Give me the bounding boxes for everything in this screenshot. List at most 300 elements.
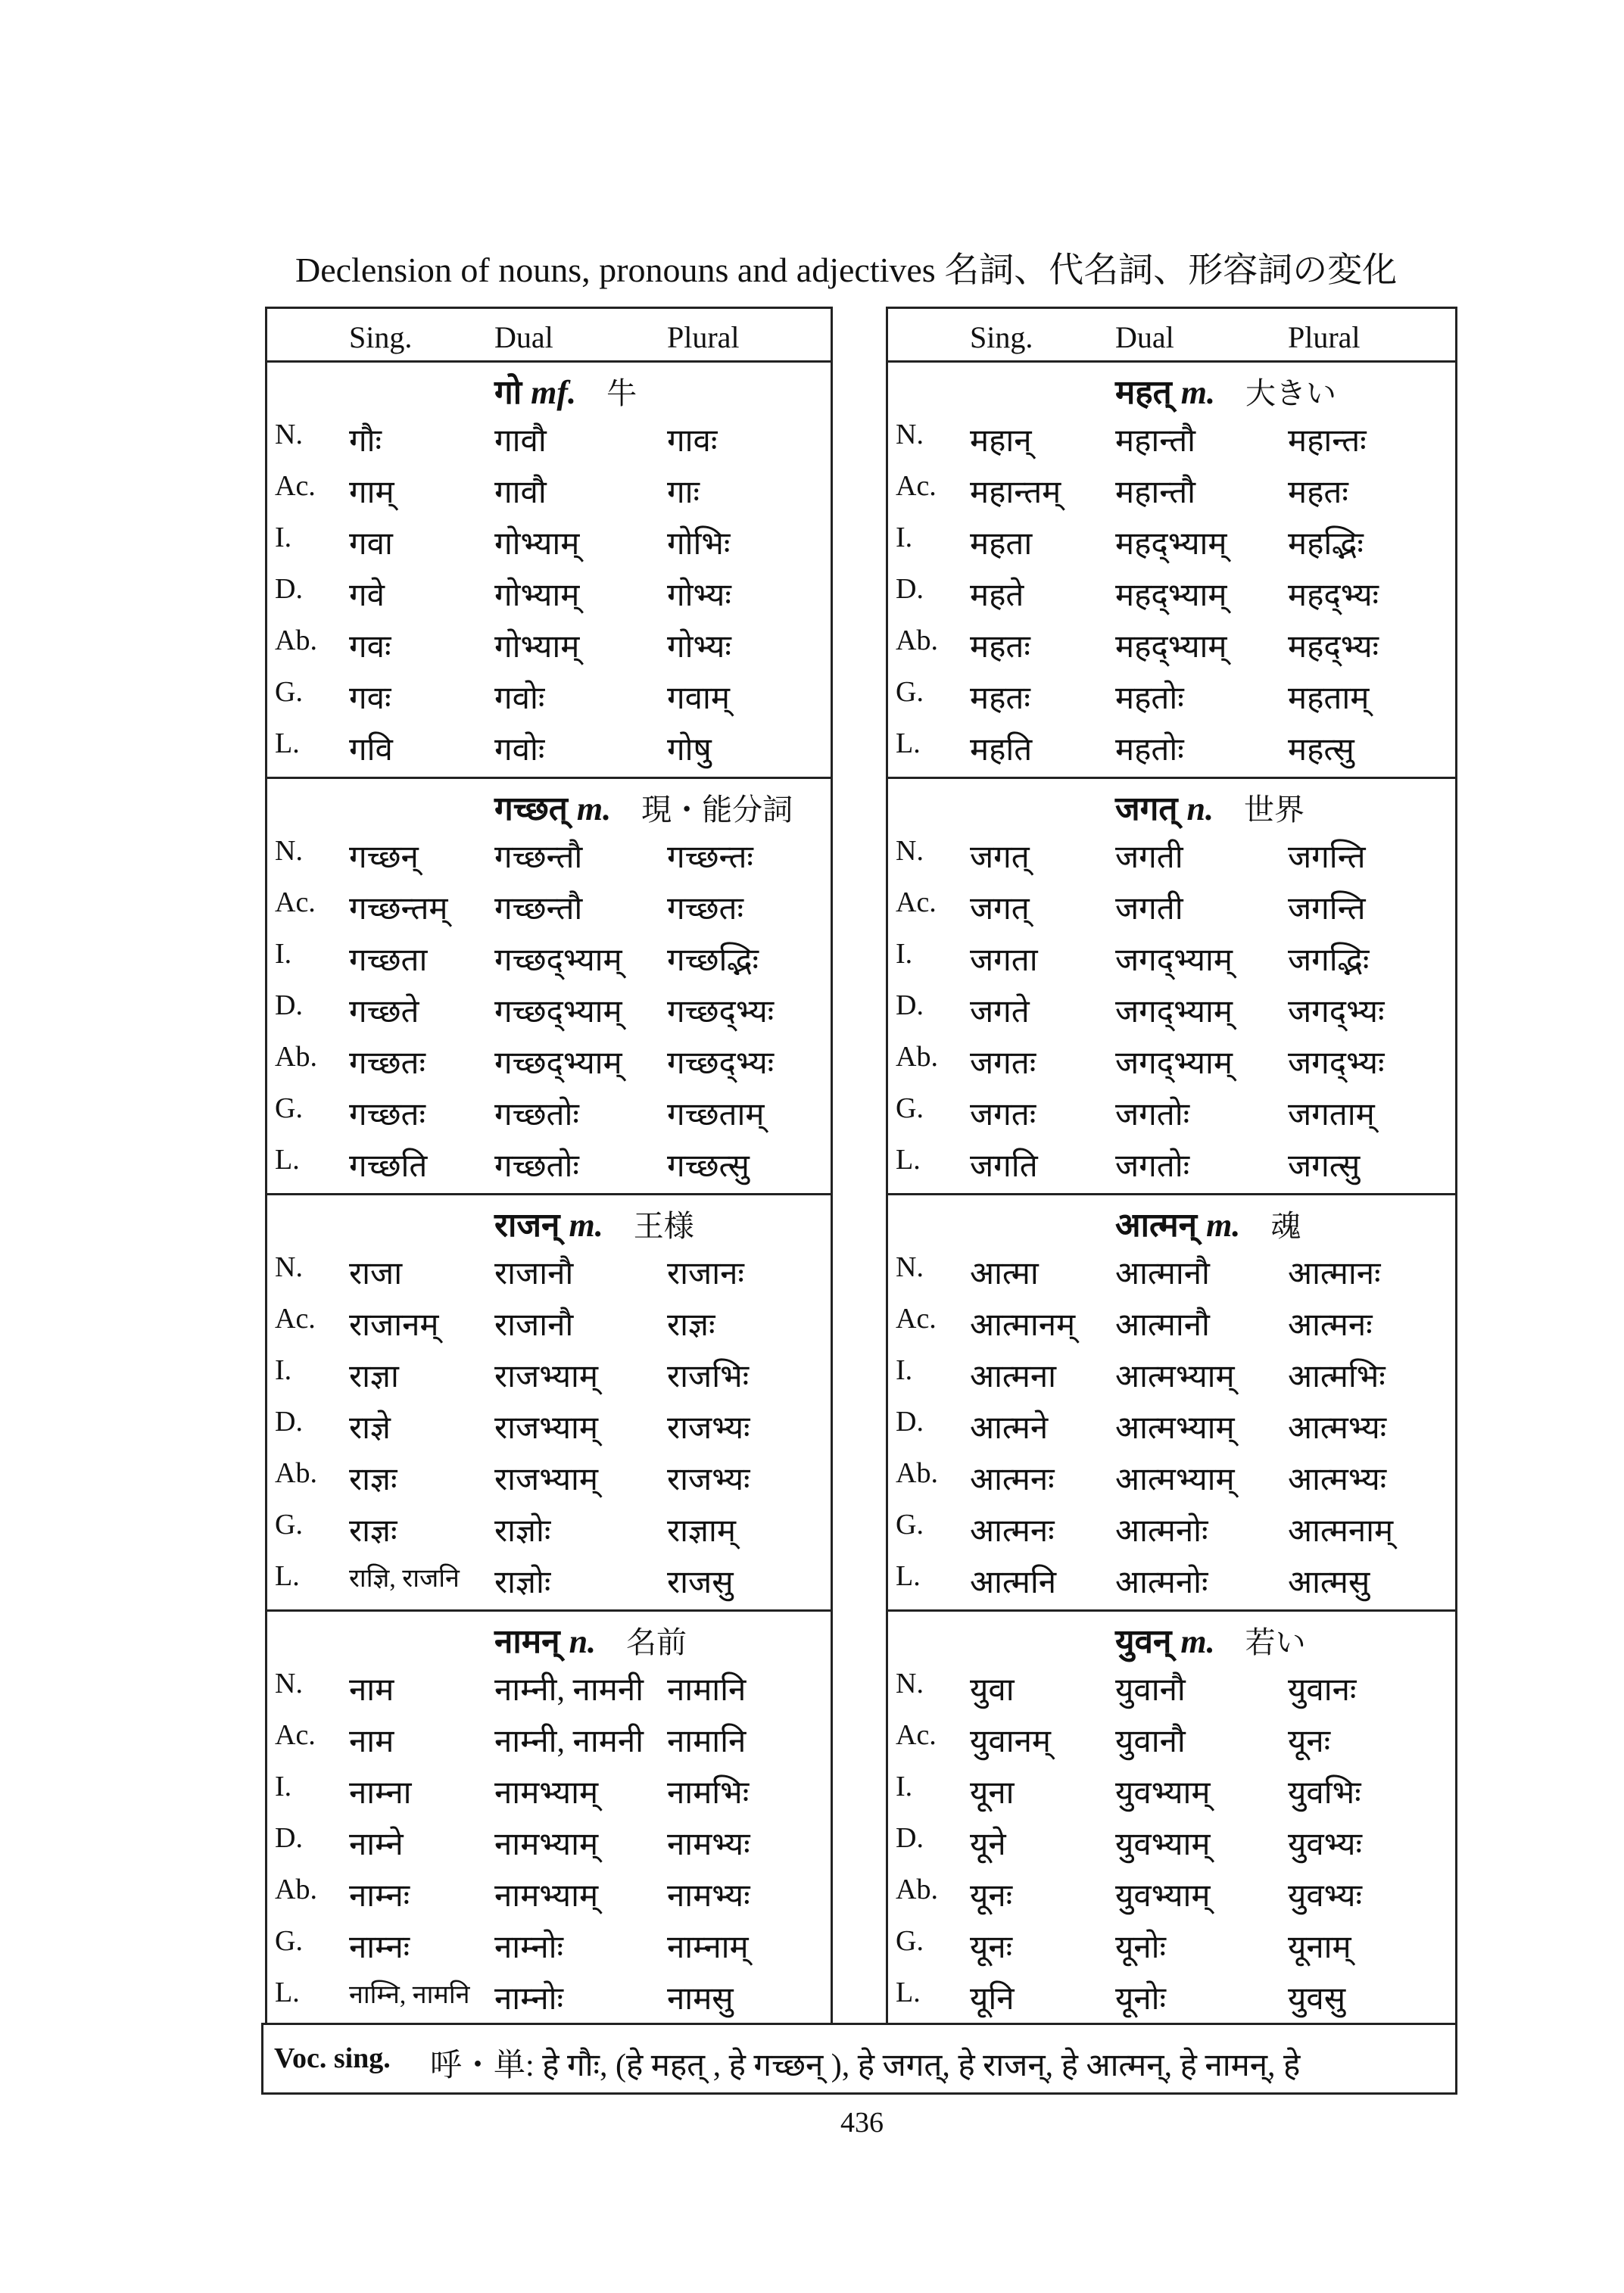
singular-form: जगतः (970, 1046, 1036, 1081)
header-sing: Sing. (970, 320, 1033, 354)
japanese-gloss: 現・能分詞 (641, 793, 793, 827)
plural-form: महद्भ्यः (1288, 578, 1379, 613)
table-row (267, 1555, 831, 1606)
table-row (267, 1817, 831, 1868)
table-row (267, 1503, 831, 1555)
table-row (267, 619, 831, 671)
table-row (267, 984, 831, 1036)
declension-section (267, 360, 831, 779)
singular-form: महता (970, 527, 1033, 562)
table-row (888, 413, 1455, 465)
singular-form: जगत् (970, 892, 1030, 927)
case-label: Ac. (896, 1303, 937, 1335)
case-label: G. (896, 1925, 924, 1957)
dual-form: जगती (1115, 840, 1183, 875)
dual-form: जगतोः (1115, 1149, 1190, 1184)
case-label: Ac. (275, 886, 316, 918)
table-row (888, 1452, 1455, 1503)
dual-form: नाम्नी, नामनी (494, 1724, 644, 1759)
gender-label: m. (569, 1207, 603, 1244)
left-declension-table (265, 307, 833, 2025)
singular-form: गच्छता (349, 943, 428, 978)
case-label: Ac. (275, 1719, 316, 1751)
plural-form: गच्छताम् (667, 1098, 765, 1132)
column-headers (888, 309, 1455, 363)
declension-section (267, 1193, 831, 1612)
table-row (267, 1139, 831, 1190)
table-row (267, 1714, 831, 1765)
declension-section (888, 360, 1455, 779)
stem-word: महत् (1115, 374, 1172, 411)
case-label: I. (275, 938, 292, 970)
case-label: I. (896, 522, 913, 553)
plural-form: नाम्नाम् (667, 1930, 749, 1965)
case-label: L. (275, 1144, 300, 1176)
plural-form: गच्छत्सु (667, 1149, 750, 1184)
case-label: I. (275, 1771, 292, 1802)
plural-form: महत्सु (1288, 733, 1354, 768)
singular-form: गवे (349, 578, 385, 613)
table-row (888, 568, 1455, 619)
dual-form: नामभ्याम् (494, 1827, 599, 1862)
case-label: Ab. (275, 1041, 317, 1073)
dual-form: महतोः (1115, 681, 1184, 716)
singular-form: युवा (970, 1673, 1015, 1708)
table-row (888, 1555, 1455, 1606)
singular-form: यूने (970, 1827, 1006, 1862)
dual-form: युवभ्याम् (1115, 1879, 1211, 1914)
case-label: I. (275, 522, 292, 553)
dual-form: जगद्भ्याम् (1115, 1046, 1233, 1081)
case-label: D. (275, 573, 303, 605)
table-row (888, 1246, 1455, 1298)
gender-label: m. (1180, 374, 1215, 411)
plural-form: राज्ञः (667, 1308, 715, 1343)
case-label: D. (275, 989, 303, 1021)
singular-form: गवि (349, 733, 393, 768)
singular-form: आत्मनि (970, 1566, 1057, 1600)
dual-form: गोभ्याम् (494, 527, 580, 562)
japanese-gloss: 牛 (606, 376, 637, 410)
section-heading (494, 368, 637, 413)
singular-form: गवा (349, 527, 393, 562)
case-label: G. (275, 1925, 303, 1957)
table-row (267, 1400, 831, 1452)
plural-form: आत्मभ्यः (1288, 1411, 1387, 1446)
plural-form: राजभिः (667, 1360, 750, 1394)
singular-form: राजानम् (349, 1308, 439, 1343)
singular-form: गवः (349, 630, 391, 665)
table-row (888, 1868, 1455, 1920)
table-row (888, 881, 1455, 933)
singular-form: नाम्नः (349, 1879, 410, 1914)
gender-label: m. (1180, 1623, 1215, 1660)
dual-form: गावौ (494, 424, 547, 459)
dual-form: महान्तौ (1115, 424, 1196, 459)
singular-form: आत्मने (970, 1411, 1049, 1446)
table-row (888, 1139, 1455, 1190)
table-row (267, 516, 831, 568)
dual-form: नामभ्याम् (494, 1776, 599, 1811)
dual-form: यूनोः (1115, 1930, 1167, 1965)
dual-form: गोभ्याम् (494, 578, 580, 613)
table-row (888, 1971, 1455, 2023)
table-row (888, 1662, 1455, 1714)
singular-form: यूनः (970, 1930, 1013, 1965)
plural-form: यूनः (1288, 1724, 1331, 1759)
plural-form: आत्मनाम् (1288, 1514, 1394, 1549)
stem-word: आत्मन् (1115, 1207, 1198, 1244)
singular-form: महति (970, 733, 1033, 768)
dual-form: राजभ्याम् (494, 1411, 599, 1446)
singular-form: जगता (970, 943, 1038, 978)
japanese-gloss: 若い (1245, 1625, 1306, 1659)
case-label: Ac. (896, 886, 937, 918)
plural-form: नामभ्यः (667, 1827, 750, 1862)
vocative-forms: 呼・単: हे गौः, (हे महत् , हे गच्छन् ), हे जगत्, हे राजन्, हे आत्मन्, हे नामन्, हे (430, 2048, 1301, 2083)
table-row (888, 722, 1455, 774)
dual-form: गच्छन्तौ (494, 840, 583, 875)
header-dual: Dual (1115, 320, 1174, 354)
section-heading (494, 1201, 694, 1246)
plural-form: गोषु (667, 733, 712, 768)
japanese-gloss: 魂 (1270, 1209, 1301, 1243)
dual-form: राजभ्याम् (494, 1463, 599, 1497)
page-title: Declension of nouns, pronouns and adjectives 名詞、代名詞、形容詞の変化 (295, 251, 1398, 289)
singular-form: गच्छतः (349, 1046, 425, 1081)
singular-form: गाम् (349, 475, 394, 510)
plural-form: राज्ञाम् (667, 1514, 736, 1549)
singular-form: आत्मना (970, 1360, 1057, 1394)
gender-label: mf. (531, 374, 577, 411)
gender-label: n. (569, 1623, 597, 1660)
singular-form: गौः (349, 424, 382, 459)
dual-form: राज्ञोः (494, 1566, 551, 1600)
singular-form: जगते (970, 995, 1030, 1030)
dual-form: राजभ्याम् (494, 1360, 599, 1394)
plural-form: युवभ्यः (1288, 1879, 1363, 1914)
plural-form: जगताम् (1288, 1098, 1375, 1132)
japanese-gloss: 名前 (626, 1625, 687, 1659)
header-plural: Plural (667, 320, 740, 354)
singular-form: गच्छतः (349, 1098, 425, 1132)
plural-form: नामसु (667, 1982, 734, 2017)
case-label: G. (275, 1509, 303, 1541)
plural-form: युवभ्यः (1288, 1827, 1363, 1862)
case-label: G. (896, 1509, 924, 1541)
case-label: N. (896, 835, 924, 867)
dual-form: जगद्भ्याम् (1115, 943, 1233, 978)
dual-form: आत्मानौ (1115, 1257, 1210, 1291)
case-label: N. (275, 835, 303, 867)
section-heading (494, 784, 793, 830)
singular-form: राज्ञे (349, 1411, 391, 1446)
stem-word: युवन् (1115, 1623, 1172, 1660)
plural-form: नामभिः (667, 1776, 750, 1811)
vocative-singular-row (261, 2023, 1457, 2095)
right-declension-table (886, 307, 1457, 2025)
plural-form: महान्तः (1288, 424, 1367, 459)
gender-label: m. (576, 790, 612, 827)
table-row (267, 830, 831, 881)
table-row (888, 1920, 1455, 1971)
singular-form: गवः (349, 681, 391, 716)
case-label: L. (896, 1560, 921, 1592)
plural-form: आत्मभिः (1288, 1360, 1386, 1394)
dual-form: नामभ्याम् (494, 1879, 599, 1914)
dual-form: नाम्नोः (494, 1930, 564, 1965)
case-label: G. (896, 676, 924, 708)
plural-form: गच्छद्भ्यः (667, 995, 775, 1030)
case-label: L. (896, 1144, 921, 1176)
declension-section (267, 777, 831, 1195)
case-label: Ab. (275, 625, 317, 656)
case-label: Ac. (896, 470, 937, 502)
dual-form: महतोः (1115, 733, 1184, 768)
singular-form: जगतः (970, 1098, 1036, 1132)
dual-form: युवभ्याम् (1115, 1776, 1211, 1811)
case-label: N. (896, 1668, 924, 1699)
plural-form: गच्छतः (667, 892, 743, 927)
dual-form: राज्ञोः (494, 1514, 551, 1549)
dual-form: महद्भ्याम् (1115, 527, 1227, 562)
table-row (267, 568, 831, 619)
table-row (888, 1400, 1455, 1452)
dual-form: नाम्नोः (494, 1982, 564, 2017)
singular-form: यूना (970, 1776, 1015, 1811)
dual-form: गवोः (494, 681, 545, 716)
gender-label: n. (1186, 790, 1214, 827)
case-label: L. (896, 727, 921, 759)
singular-form: नाम (349, 1724, 394, 1759)
case-label: I. (896, 1354, 913, 1386)
singular-form: गच्छति (349, 1149, 428, 1184)
singular-form: नाम्ना (349, 1776, 412, 1811)
dual-form: गच्छद्भ्याम् (494, 943, 622, 978)
dual-form: जगद्भ्याम् (1115, 995, 1233, 1030)
singular-form: गच्छते (349, 995, 419, 1030)
case-label: D. (896, 989, 924, 1021)
table-row (267, 1452, 831, 1503)
plural-form: राजभ्यः (667, 1411, 750, 1446)
singular-form: गच्छन्तम् (349, 892, 448, 927)
plural-form: महद्भ्यः (1288, 630, 1379, 665)
singular-form: नाम्नि, नामनि (349, 1981, 470, 2009)
plural-form: गवाम् (667, 681, 730, 716)
plural-form: जगद्भ्यः (1288, 995, 1385, 1030)
table-row (888, 516, 1455, 568)
header-sing: Sing. (349, 320, 413, 354)
japanese-gloss: 世界 (1243, 793, 1304, 827)
plural-form: युवसु (1288, 1982, 1346, 2017)
singular-form: आत्मा (970, 1257, 1039, 1291)
plural-form: गोभ्यः (667, 630, 731, 665)
dual-form: गच्छद्भ्याम् (494, 995, 622, 1030)
case-label: G. (896, 1092, 924, 1124)
gender-label: m. (1206, 1207, 1241, 1244)
plural-form: गच्छद्भ्यः (667, 1046, 775, 1081)
declension-section (888, 1193, 1455, 1612)
singular-form: आत्मनः (970, 1463, 1055, 1497)
table-row (267, 1662, 831, 1714)
japanese-gloss: 王様 (633, 1209, 694, 1243)
declension-section (267, 1609, 831, 2026)
case-label: Ab. (896, 1457, 938, 1489)
table-row (888, 1714, 1455, 1765)
dual-form: जगती (1115, 892, 1183, 927)
table-row (267, 671, 831, 722)
case-label: D. (896, 573, 924, 605)
plural-form: आत्मानः (1288, 1257, 1381, 1291)
dual-form: आत्मनोः (1115, 1514, 1208, 1549)
dual-form: आत्मानौ (1115, 1308, 1210, 1343)
section-heading (1115, 368, 1336, 413)
case-label: G. (275, 1092, 303, 1124)
plural-form: आत्मभ्यः (1288, 1463, 1387, 1497)
page-number: 436 (840, 2107, 884, 2139)
plural-form: राजभ्यः (667, 1463, 750, 1497)
singular-form: महान् (970, 424, 1032, 459)
case-label: Ac. (275, 470, 316, 502)
table-row (888, 671, 1455, 722)
stem-word: राजन् (494, 1207, 560, 1244)
table-row (888, 619, 1455, 671)
section-heading (1115, 784, 1304, 830)
case-label: L. (275, 1977, 300, 2008)
dual-form: गच्छतोः (494, 1098, 579, 1132)
plural-form: राजानः (667, 1257, 744, 1291)
plural-form: जगद्भ्यः (1288, 1046, 1385, 1081)
case-label: G. (275, 676, 303, 708)
plural-form: युवभिः (1288, 1776, 1361, 1811)
case-label: D. (275, 1822, 303, 1854)
singular-form: महान्तम् (970, 475, 1061, 510)
case-label: D. (896, 1822, 924, 1854)
table-row (888, 1817, 1455, 1868)
dual-form: युवानौ (1115, 1724, 1186, 1759)
header-dual: Dual (494, 320, 553, 354)
dual-form: गोभ्याम् (494, 630, 580, 665)
dual-form: यूनोः (1115, 1982, 1167, 2017)
table-row (267, 465, 831, 516)
declension-section (888, 777, 1455, 1195)
singular-form: राज्ञा (349, 1360, 399, 1394)
case-label: L. (896, 1977, 921, 2008)
dual-form: राजानौ (494, 1257, 574, 1291)
table-row (267, 881, 831, 933)
case-label: N. (896, 1251, 924, 1283)
case-label: D. (275, 1406, 303, 1438)
case-label: Ac. (275, 1303, 316, 1335)
dual-form: गावौ (494, 475, 547, 510)
table-row (888, 933, 1455, 984)
section-heading (1115, 1617, 1306, 1662)
case-label: L. (275, 1560, 300, 1592)
table-row (888, 1349, 1455, 1400)
dual-form: नाम्नी, नामनी (494, 1673, 644, 1708)
plural-form: आत्मनः (1288, 1308, 1373, 1343)
case-label: I. (896, 938, 913, 970)
table-row (267, 1246, 831, 1298)
plural-form: नामानि (667, 1724, 747, 1759)
case-label: L. (275, 727, 300, 759)
case-label: Ab. (896, 625, 938, 656)
table-row (267, 933, 831, 984)
stem-word: गो (494, 374, 522, 411)
plural-form: यूनाम् (1288, 1930, 1351, 1965)
dual-form: जगतोः (1115, 1098, 1190, 1132)
plural-form: जगत्सु (1288, 1149, 1361, 1184)
dual-form: आत्मनोः (1115, 1566, 1208, 1600)
singular-form: राजा (349, 1257, 403, 1291)
dual-form: गच्छतोः (494, 1149, 579, 1184)
table-row (267, 1868, 831, 1920)
plural-form: गावः (667, 424, 718, 459)
plural-form: नामभ्यः (667, 1879, 750, 1914)
case-label: Ab. (896, 1041, 938, 1073)
singular-form: राज्ञि, राजनि (349, 1565, 460, 1593)
case-label: Ab. (275, 1457, 317, 1489)
singular-form: जगत् (970, 840, 1030, 875)
case-label: N. (275, 1251, 303, 1283)
table-row (267, 722, 831, 774)
table-row (888, 1087, 1455, 1139)
singular-form: महतः (970, 630, 1030, 665)
plural-form: युवानः (1288, 1673, 1357, 1708)
section-heading (494, 1617, 687, 1662)
singular-form: राज्ञः (349, 1463, 397, 1497)
stem-word: जगत् (1115, 790, 1178, 827)
plural-form: महताम् (1288, 681, 1370, 716)
stem-word: गच्छत् (494, 790, 568, 827)
table-row (888, 830, 1455, 881)
table-row (888, 1765, 1455, 1817)
plural-form: आत्मसु (1288, 1566, 1370, 1600)
plural-form: महतः (1288, 475, 1348, 510)
singular-form: आत्मनः (970, 1514, 1055, 1549)
table-row (267, 1920, 831, 1971)
table-row (267, 1036, 831, 1087)
dual-form: युवानौ (1115, 1673, 1186, 1708)
plural-form: गच्छन्तः (667, 840, 753, 875)
plural-form: नामानि (667, 1673, 747, 1708)
case-label: D. (896, 1406, 924, 1438)
dual-form: आत्मभ्याम् (1115, 1360, 1235, 1394)
stem-word: नामन् (494, 1623, 560, 1660)
section-heading (1115, 1201, 1301, 1246)
dual-form: महान्तौ (1115, 475, 1196, 510)
singular-form: जगति (970, 1149, 1038, 1184)
dual-form: आत्मभ्याम् (1115, 1463, 1235, 1497)
singular-form: गच्छन् (349, 840, 419, 875)
table-row (888, 984, 1455, 1036)
plural-form: गोभ्यः (667, 578, 731, 613)
case-label: Ac. (896, 1719, 937, 1751)
singular-form: युवानम् (970, 1724, 1052, 1759)
dual-form: गच्छद्भ्याम् (494, 1046, 622, 1081)
table-row (267, 1765, 831, 1817)
dual-form: महद्भ्याम् (1115, 578, 1227, 613)
case-label: Ab. (896, 1874, 938, 1905)
plural-form: जगन्ति (1288, 892, 1366, 927)
singular-form: राज्ञः (349, 1514, 397, 1549)
plural-form: राजसु (667, 1566, 734, 1600)
case-label: N. (275, 1668, 303, 1699)
singular-form: आत्मानम् (970, 1308, 1076, 1343)
plural-form: जगद्भिः (1288, 943, 1370, 978)
japanese-gloss: 大きい (1245, 376, 1336, 410)
case-label: I. (275, 1354, 292, 1386)
